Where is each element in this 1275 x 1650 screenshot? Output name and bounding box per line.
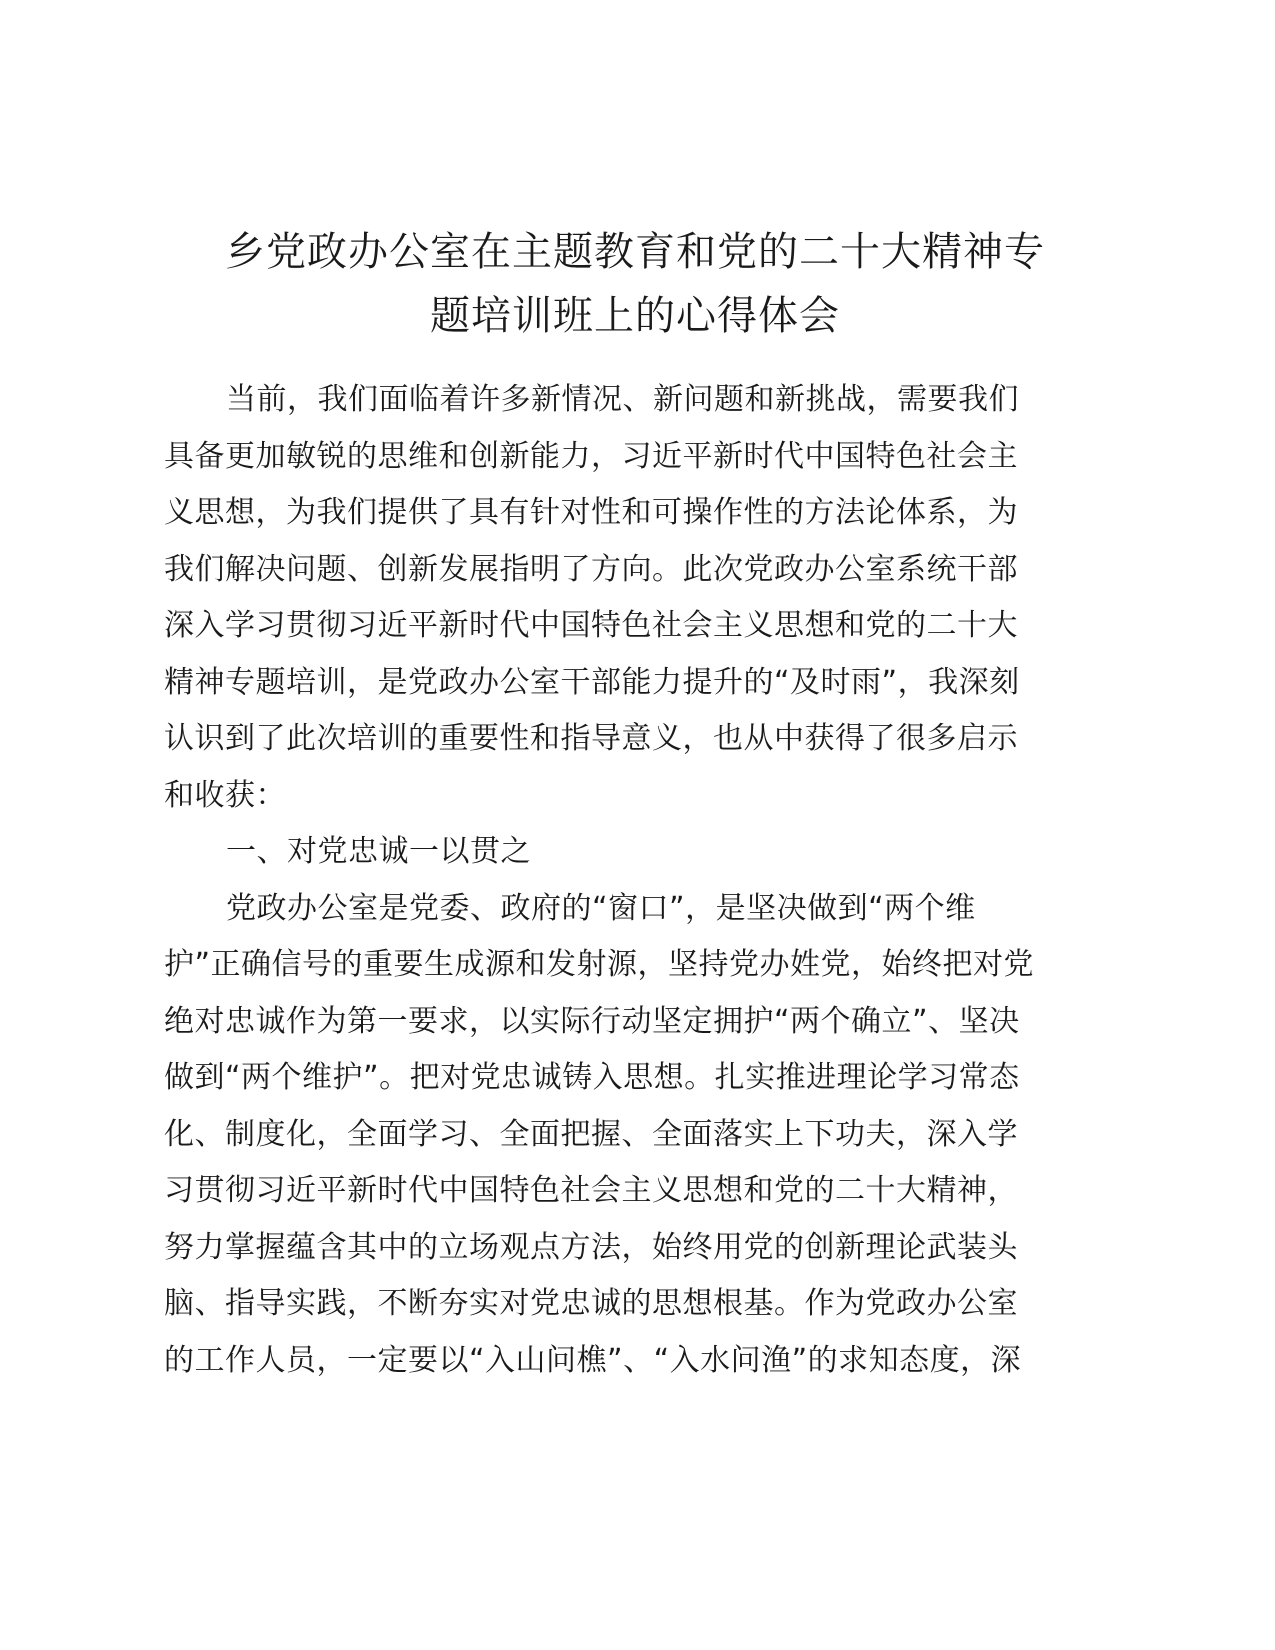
paragraph-line: 我们解决问题、创新发展指明了方向。此次党政办公室系统干部 [164, 551, 1018, 587]
paragraph-line: 认识到了此次培训的重要性和指导意义，也从中获得了很多启示 [164, 721, 1018, 756]
paragraph-line: 精神专题培训，是党政办公室干部能力提升的“及时雨”，我深刻 [164, 664, 1020, 700]
paragraph-line: 深入学习贯彻习近平新时代中国特色社会主义思想和党的二十大 [164, 608, 1018, 643]
section-heading: 一、对党忠诚一以贯之 [226, 834, 531, 869]
paragraph-line: 具备更加敏锐的思维和创新能力，习近平新时代中国特色社会主 [164, 438, 1018, 474]
paragraph-line: 当前，我们面临着许多新情况、新问题和新挑战，需要我们 [226, 382, 1019, 417]
paragraph-line: 化、制度化，全面学习、全面把握、全面落实上下功夫，深入学 [164, 1116, 1018, 1152]
paragraph-line: 的工作人员，一定要以“入山问樵”、“入水问渔”的求知态度，深 [164, 1342, 1022, 1378]
paragraph-line: 绝对忠诚作为第一要求，以实际行动坚定拥护“两个确立”、坚决 [164, 1003, 1020, 1039]
title-line-1: 乡党政办公室在主题教育和党的二十大精神专 [225, 229, 1045, 275]
title-line-2: 题培训班上的心得体会 [430, 293, 840, 339]
paragraph-line: 党政办公室是党委、政府的“窗口”，是坚决做到“两个维 [226, 890, 976, 926]
paragraph-line: 习贯彻习近平新时代中国特色社会主义思想和党的二十大精神， [164, 1173, 1018, 1208]
document-title [160, 220, 1110, 348]
paragraph-line: 努力掌握蕴含其中的立场观点方法，始终用党的创新理论武装头 [164, 1229, 1018, 1265]
paragraph-line: 脑、指导实践，不断夯实对党忠诚的思想根基。作为党政办公室 [164, 1286, 1018, 1321]
paragraph-line: 义思想，为我们提供了具有针对性和可操作性的方法论体系，为 [164, 495, 1018, 530]
document-body [164, 372, 1114, 1389]
paragraph-line: 护”正确信号的重要生成源和发射源，坚持党办姓党，始终把对党 [164, 947, 1035, 982]
paragraph-line: 做到“两个维护”。把对党忠诚铸入思想。扎实推进理论学习常态 [164, 1060, 1020, 1095]
paragraph-line: 和收获： [164, 777, 286, 813]
